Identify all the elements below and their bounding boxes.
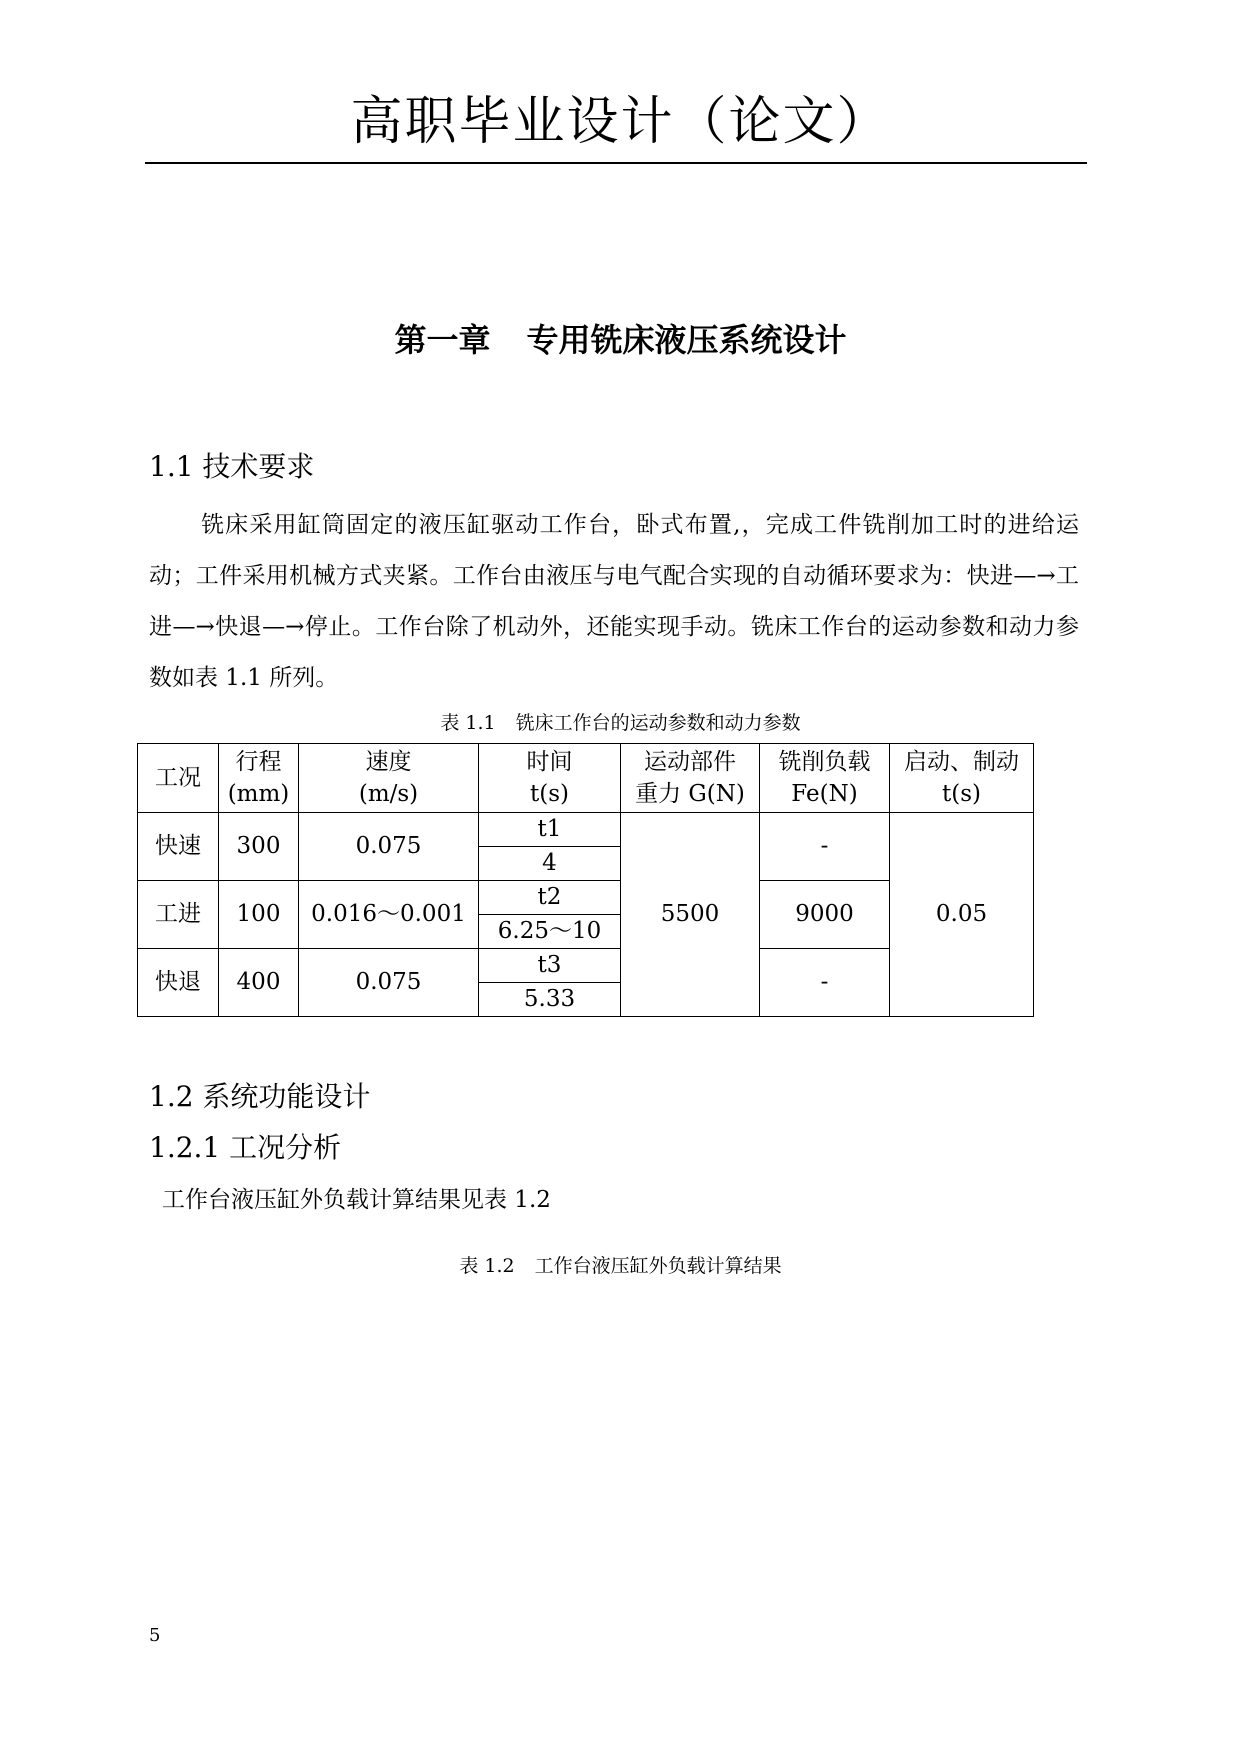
table-1-1-caption-title: 铣床工作台的运动参数和动力参数 xyxy=(515,712,801,734)
cell-stroke: 100 xyxy=(219,881,299,949)
header-cell-start-stop: 启动、制动 t(s) xyxy=(890,744,1034,813)
header-cell-weight: 运动部件 重力 G(N) xyxy=(621,744,760,813)
table-1-1-caption xyxy=(0,709,1241,737)
chapter-name: 专用铣床液压系统设计 xyxy=(526,321,847,359)
header-cell-condition: 工况 xyxy=(138,744,219,813)
header-cell-stroke: 行程 (mm) xyxy=(219,744,299,813)
cell-speed: 0.075 xyxy=(299,813,479,881)
header-cell-milling-load: 铣削负载 Fe(N) xyxy=(760,744,890,813)
cell-load: - xyxy=(760,949,890,1017)
cell-stroke: 400 xyxy=(219,949,299,1017)
cell-condition: 工进 xyxy=(138,881,219,949)
header-cell-time: 时间 t(s) xyxy=(479,744,621,813)
cell-stroke: 300 xyxy=(219,813,299,881)
cell-load: - xyxy=(760,813,890,881)
table-1-2-caption xyxy=(0,1252,1241,1280)
cell-start-stop-time: 0.05 xyxy=(890,813,1034,1017)
table-row xyxy=(138,813,1034,847)
cell-time-label: t3 xyxy=(479,949,621,983)
cell-time-value: 5.33 xyxy=(479,983,621,1017)
cell-speed: 0.016～0.001 xyxy=(299,881,479,949)
cell-condition: 快退 xyxy=(138,949,219,1017)
table-1-2-caption-title: 工作台液压缸外负载计算结果 xyxy=(534,1255,782,1277)
table-1-2-caption-label: 表 1.2 xyxy=(459,1255,515,1277)
cell-time-label: t1 xyxy=(479,813,621,847)
chapter-number: 第一章 xyxy=(394,321,491,359)
header-cell-speed: 速度 (m/s) xyxy=(299,744,479,813)
cell-weight: 5500 xyxy=(621,813,760,1017)
table-header-row xyxy=(138,744,1034,813)
section-1-2-1-text: 工作台液压缸外负载计算结果见表 1.2 xyxy=(162,1187,551,1213)
header-rule xyxy=(145,162,1087,164)
cell-time-value: 6.25～10 xyxy=(479,915,621,949)
cell-condition: 快速 xyxy=(138,813,219,881)
cell-time-value: 4 xyxy=(479,847,621,881)
parameters-table xyxy=(137,743,1034,1017)
page-number: 5 xyxy=(149,1625,161,1646)
cell-load: 9000 xyxy=(760,881,890,949)
cell-speed: 0.075 xyxy=(299,949,479,1017)
cell-time-label: t2 xyxy=(479,881,621,915)
table-1-1-caption-label: 表 1.1 xyxy=(440,712,496,734)
subsection-heading-1-2-1: 1.2.1 工况分析 xyxy=(149,1131,342,1164)
section-1-1-paragraph: 铣床采用缸筒固定的液压缸驱动工作台，卧式布置,，完成工件铣削加工时的进给运动；工件采用机械方式夹紧。工作台由液压与电气配合实现的自动循环要求为：快进—→工进—→快退—→停止。工作台除了机动外，还能实现手动。铣床工作台的运动参数和动力参数如表 1.1 所列。 xyxy=(149,512,1079,691)
section-heading-1-1: 1.1 技术要求 xyxy=(149,450,315,483)
chapter-title xyxy=(0,318,1241,362)
section-heading-1-2: 1.2 系统功能设计 xyxy=(149,1080,371,1113)
document-header: 高职毕业设计（论文） xyxy=(350,92,891,152)
